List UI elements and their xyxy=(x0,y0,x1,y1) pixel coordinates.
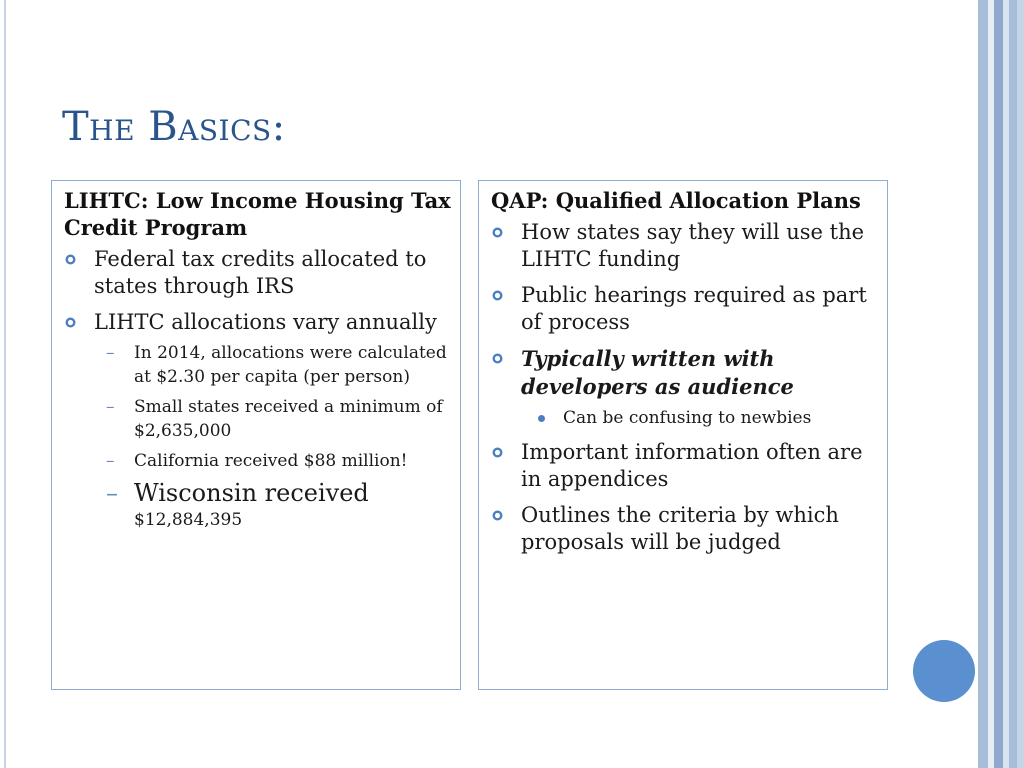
list-item xyxy=(491,282,881,336)
stripe xyxy=(1009,0,1017,768)
ring-bullet-icon xyxy=(492,510,503,521)
sub-list-item xyxy=(521,406,881,430)
dash-bullet: – xyxy=(106,479,118,507)
ring-bullet-icon xyxy=(492,447,503,458)
sub-list-item xyxy=(94,479,452,532)
stripe xyxy=(978,0,988,768)
decorative-stripes xyxy=(978,0,1024,768)
list-item xyxy=(491,502,881,556)
dash-bullet: – xyxy=(106,343,115,363)
qap-box xyxy=(478,180,888,690)
sub-item-text: California received $88 million! xyxy=(134,451,408,471)
list-item xyxy=(491,439,881,493)
decorative-circle xyxy=(913,640,975,702)
sub-item-text: Can be confusing to newbies xyxy=(563,408,812,428)
sub-item-text: In 2014, allocations were calculated at $2.30 per capita (per person) xyxy=(134,343,447,387)
list-item-text: How states say they will use the LIHTC funding xyxy=(521,220,865,271)
lihtc-heading: LIHTC: Low Income Housing Tax Credit Program xyxy=(64,188,451,240)
sub-item-text-large: Wisconsin received xyxy=(134,479,369,507)
sub-item-text: Small states received a minimum of $2,635,000 xyxy=(134,397,443,441)
list-item xyxy=(491,345,881,430)
sub-list xyxy=(94,341,452,532)
qap-list xyxy=(491,219,881,556)
list-item xyxy=(491,219,881,273)
slide-title: The Basics: xyxy=(62,104,286,150)
qap-heading: QAP: Qualified Allocation Plans xyxy=(491,188,861,213)
dash-bullet: – xyxy=(106,451,115,471)
ring-bullet-icon xyxy=(492,290,503,301)
dot-bullet-icon xyxy=(538,415,545,422)
list-item-text: LIHTC allocations vary annually xyxy=(94,310,437,334)
sub-item-text: $12,884,395 xyxy=(134,510,243,530)
ring-bullet-icon xyxy=(65,317,76,328)
list-item xyxy=(64,246,452,300)
sub-list-item xyxy=(94,341,452,389)
list-item-text: Important information often are in appendices xyxy=(521,440,863,491)
list-item-text: Outlines the criteria by which proposals will be judged xyxy=(521,503,839,554)
stripe xyxy=(994,0,1003,768)
ring-bullet-icon xyxy=(492,227,503,238)
sub-list-item xyxy=(94,449,452,473)
ring-bullet-icon xyxy=(492,353,503,364)
lihtc-box xyxy=(51,180,461,690)
list-item-text: Public hearings required as part of process xyxy=(521,283,867,334)
left-frame-line xyxy=(4,0,6,768)
sub-list-item xyxy=(94,395,452,443)
list-item-text: Federal tax credits allocated to states through IRS xyxy=(94,247,427,298)
lihtc-list xyxy=(64,246,452,532)
dash-bullet: – xyxy=(106,397,115,417)
list-item xyxy=(64,309,452,532)
list-item-text-emphasis: Typically written with developers as audience xyxy=(521,346,794,399)
sub-list xyxy=(521,406,881,430)
ring-bullet-icon xyxy=(65,254,76,265)
stripe xyxy=(1017,0,1024,768)
